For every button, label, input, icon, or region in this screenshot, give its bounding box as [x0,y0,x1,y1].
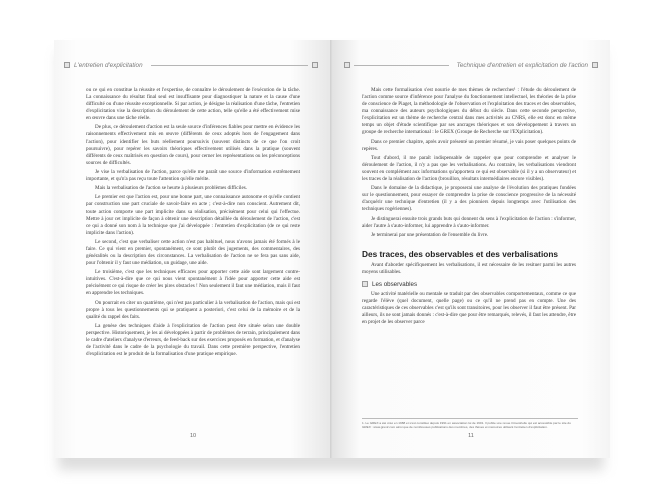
running-header-right [344,60,598,70]
running-header-text: L'entretien d'explicitation [74,61,143,69]
page-number-left: 10 [189,433,197,439]
running-header-text: Technique d'entretien et explicitation de l'action [456,61,588,69]
paragraph: Je distinguerai ensuite trois grands buts qui donnent du sens à l'explicitation de l'action : s'informer, aider l'autre à s'auto-informer, lui apprendre à s'auto-informer. [362,215,576,229]
paragraph: Je vise la verbalisation de l'action, parce qu'elle me paraît une source d'information extrêmement importante, et qu'n'a pas reçu toute l'attention qu'elle mérite. [86,168,300,182]
paragraph: On pourrait en citer un quatrième, qui n'est pas particulier à la verbalisation de l'action, mais qui est propre à tous les questionnements qui se pratiquent a posteriori, c'est celui de la mémoire et de la qualité du rappel des faits. [86,299,300,320]
right-page-body [362,87,576,328]
header-square-icon [592,62,598,68]
section-title: Des traces, des observables et des verbalisations [362,248,558,259]
paragraph: Mais la verbalisation de l'action se heurte à plusieurs problèmes difficiles. [95,185,248,192]
header-rule [354,65,449,66]
running-header-left [64,60,318,70]
paragraph: Je terminerai par une présentation de l'ensemble du livre. [371,231,489,238]
page-number-right: 11 [468,433,474,439]
paragraph: Mais cette formalisation s'est nourrie de mes thèmes de recherches¹ : l'étude du déroulement de l'action comme source d'inférence pour l'analyse du fonctionnement intellectuel, les théories de la prise de conscience de Piaget, la méthodologie de l'observation et l'exploitation des traces et des observables, ma connaissance des auteurs psychologiques du début du siècle. Dans cette seconde perspective, l'explicitation est un thème de recherche central dans mes activités au CNRS, elle est donc en même temps un objet d'étude scientifique par ses ancrages théoriques et son développement à travers un groupe de recherche international : le GREX (Groupe de Recherche sur l'EXplicitation). [362,87,576,136]
paragraph: Tout d'abord, il me paraît indispensable de rappeler que pour comprendre et analyser le déroulement de l'action, il n'y a pas que les verbalisations. Au contraire, les verbalisations viendront souvent en complément aux informations qu'apportera ce qui est observable (si il y a un observateur) et les traces de la réalisation de l'action (brouillon, résultats intermédiaires encore visibles). [362,154,576,182]
paragraph: Dans le domaine de la didactique, je proposerai une analyse de l'évolution des pratiques fondées sur le questionnement, pour essayer de comprendre la prise de conscience progressive de la nécessité d'acquérir une technique d'entretien (il y a des pionniers depuis longtemps avec l'utilisation des techniques rogériennes). [362,185,576,213]
paragraph: Le troisième, c'est que les techniques efficaces pour apporter cette aide sont largement contre-intuitives. C'est-à-dire que ce qui nous vient spontanément à l'idée pour apporter cette aide est précisément ce qui risque de créer les pires obstacles ! Non seulement il faut une médiation, mais il faut en apprendre les techniques. [86,269,300,297]
header-rule [151,65,308,66]
paragraph: ou ce qui en constitue la réussite et l'expertise, de connaître le déroulement de l'exécution de la tâche. La connaissance du résultat final seul est insuffisante pour diagnostiquer la nature et la cause d'une difficulté ou d'une réussite exceptionnelle. Si par action, je désigne la réalisation d'une tâche, l'entretien d'explicitation vise la description du déroulement de cette action, telle qu'elle a été effectivement mise en œuvre dans une tâche réelle. [86,87,300,122]
paragraph: Le second, c'est que verbaliser cette action n'est pas habituel, nous n'avons jamais été formés à le faire. Ce qui vient en premier, spontanément, ce sont plutôt des jugements, des commentaires, des généralités ou la description des circonstances. La verbalisation de l'action ne se fera pas sans aide, pour l'obtenir il y faut une médiation, un guidage, une aide. [86,238,300,267]
left-page [54,40,332,458]
header-square-icon [344,62,350,68]
paragraph: De plus, ce déroulement d'action est la seule source d'inférences fiables pour mettre en évidence les raisonnements effectivement mis en œuvre (différents de ceux adoptés hors de l'engagement dans l'action), pour identifier les buts réellement poursuivis (souvent distincts de ce que l'on croit poursuivre), pour repérer les savoirs théoriques effectivement utilisés dans la pratique (souvent différents de ceux maîtrisés en question de cours), pour cerner les représentations ou les préconceptions sources de difficultés. [86,124,300,166]
header-square-icon [312,62,318,68]
left-page-body [86,87,300,360]
subsection-title: Les observables [372,280,418,288]
paragraph: Dans ce premier chapitre, après avoir présenté un premier résumé, je vais poser quelques points de repères. [362,138,576,152]
paragraph: Le premier est que l'action est, pour une bonne part, une connaissance autonome et qu'elle contient par construction une part cruciale de savoir-faire en acte ; c'est-à-dire non conscient. Autrement dit, toute action comporte une part implicite dans sa réalisation, précisément pour celui qui l'effectue. Mettre à jour cet implicite de façon à obtenir une description détaillée du déroulement de l'action, c'est ce qui a donné son nom à la technique que j'ai développée : l'entretien d'explicitation (de ce qui reste implicite dans l'action). [86,194,300,236]
subsection-heading [362,281,576,288]
open-book [54,40,610,458]
section-intro: Avant d'aborder spécifiquement les verbalisations, il est nécessaire de les resituer parmi les autres moyens utilisables. [362,261,576,275]
paragraph: La genèse des techniques d'aide à l'explicitation de l'action peut être située selon une double perspective. Historiquement, je les ai développées à partir de problèmes de terrain, principalement dans le cadre d'ateliers d'analyse d'erreurs, de feed-back sur des exercices proposés en formation, et d'analyse de l'activité dans le cadre de la psychologie du travail. Dans cette première perspective, l'entretien d'explicitation est le produit de la formalisation d'une pratique empirique. [86,322,300,358]
subsection-text: Une activité matérielle ou mentale se traduit par des observables comportementaux, comme ce que regarde l'élève (quel document, quelle page) ou ce qu'il ne prend pas en compte. Une des caractéristiques de ces observables c'est qu'ils sont transitoires, pour les observer il faut être présent. Par ailleurs, ils ne sont jamais donnés : c'est-à-dire que pour être remarqués, relevés, il faut les attendre, être en projet de les observer parce [362,291,576,326]
subsection-square-icon [362,281,368,287]
header-square-icon [64,62,70,68]
right-page [332,40,610,458]
footnote: 1. Le GREX a été créé en 1988 et s'est constitué depuis 1991 en association loi de 1901. Il publie une revue trimestrielle qui est accessible par le site du GREX : www.grex2.com ainsi que de nombreuses publications des membres, des thèses et mémoires utilisant l'entretien d'explicitation. [362,418,578,429]
